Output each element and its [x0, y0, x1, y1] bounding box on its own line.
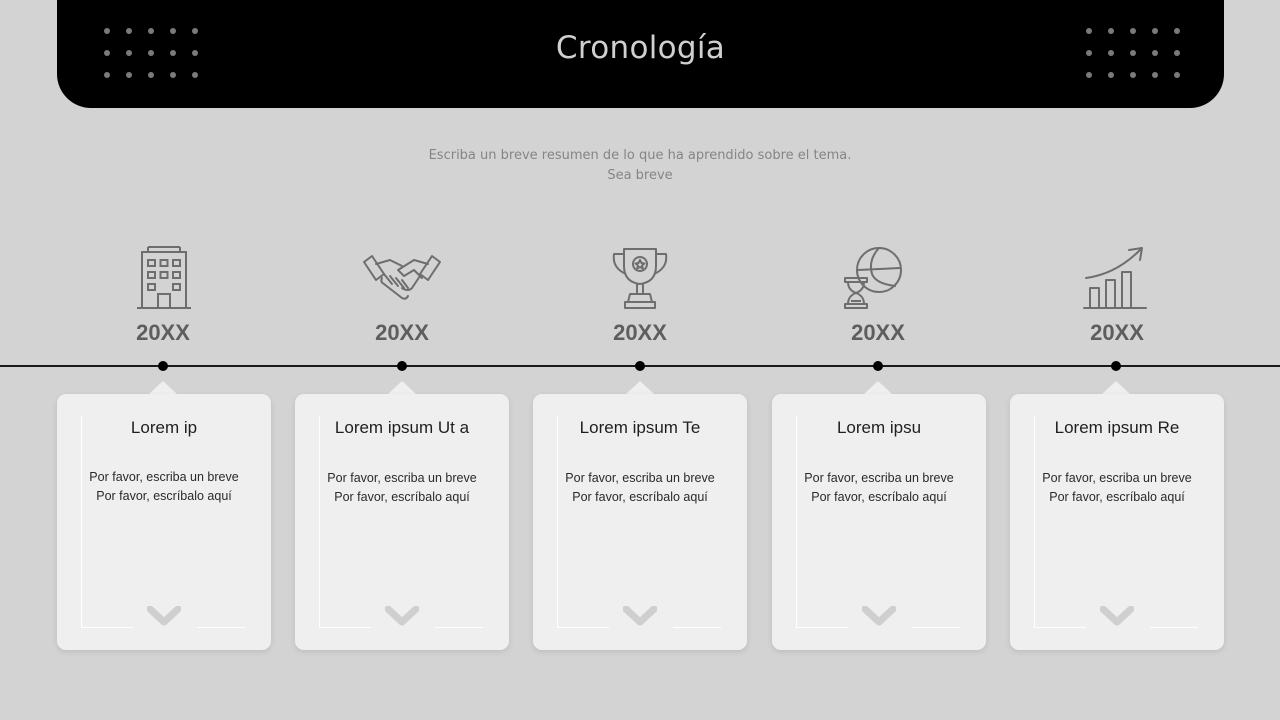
- handshake-icon: [362, 244, 442, 312]
- timeline-dot: [397, 361, 407, 371]
- timeline-card: [772, 394, 986, 650]
- card-text: [57, 468, 271, 506]
- dot-pattern-right: [1086, 28, 1180, 78]
- chevron-down-icon[interactable]: [385, 606, 419, 628]
- card-title: Lorem ipsum Te: [579, 418, 701, 437]
- timeline-year: 20XX: [851, 320, 905, 345]
- card-title: Lorem ipsum Ut a: [334, 418, 470, 437]
- timeline-dot: [158, 361, 168, 371]
- card-text-line-2: Por favor, escríbalo aquí: [334, 490, 470, 504]
- timeline-dot: [635, 361, 645, 371]
- trophy-icon: [607, 244, 673, 312]
- card-pointer: [388, 381, 416, 394]
- timeline-card: [57, 394, 271, 650]
- chevron-down-icon[interactable]: [623, 606, 657, 628]
- card-text-line-2: Por favor, escríbalo aquí: [572, 490, 708, 504]
- chevron-down-icon[interactable]: [862, 606, 896, 628]
- card-text-line-1: Por favor, escriba un breve: [1042, 471, 1192, 485]
- card-text-line-1: Por favor, escriba un breve: [565, 471, 715, 485]
- card-title: Lorem ip: [130, 418, 198, 437]
- card-pointer: [864, 381, 892, 394]
- card-text-line-2: Por favor, escríbalo aquí: [96, 489, 232, 503]
- card-text-line-2: Por favor, escríbalo aquí: [1049, 490, 1185, 504]
- card-pointer: [149, 381, 177, 394]
- growth-chart-icon: [1082, 244, 1148, 312]
- card-text: [772, 469, 986, 507]
- chevron-down-icon[interactable]: [1100, 606, 1134, 628]
- timeline-card: [533, 394, 747, 650]
- timeline-year: 20XX: [375, 320, 429, 345]
- card-text: [295, 469, 509, 507]
- summary-line-2: Sea breve: [607, 168, 673, 183]
- summary-line-1: Escriba un breve resumen de lo que ha aprendido sobre el tema.: [428, 148, 852, 163]
- card-title: Lorem ipsu: [836, 418, 922, 437]
- timeline-year: 20XX: [1090, 320, 1144, 345]
- card-text-line-1: Por favor, escriba un breve: [804, 471, 954, 485]
- card-pointer: [626, 381, 654, 394]
- timeline-dot: [873, 361, 883, 371]
- header-banner: [57, 0, 1224, 108]
- page-title: Cronología: [555, 30, 726, 66]
- building-icon: [131, 244, 197, 312]
- timeline-card: [1010, 394, 1224, 650]
- card-text: [533, 469, 747, 507]
- timeline-card: [295, 394, 509, 650]
- card-text-line-1: Por favor, escriba un breve: [327, 471, 477, 485]
- card-text-line-2: Por favor, escríbalo aquí: [811, 490, 947, 504]
- card-text: [1010, 469, 1224, 507]
- timeline-year: 20XX: [613, 320, 667, 345]
- card-text-line-1: Por favor, escriba un breve: [89, 470, 239, 484]
- globe-hourglass-icon: [842, 244, 908, 312]
- card-pointer: [1102, 381, 1130, 394]
- timeline-year: 20XX: [136, 320, 190, 345]
- chevron-down-icon[interactable]: [147, 606, 181, 628]
- summary-text: [0, 146, 1280, 186]
- timeline-dot: [1111, 361, 1121, 371]
- card-title: Lorem ipsum Re: [1054, 418, 1180, 437]
